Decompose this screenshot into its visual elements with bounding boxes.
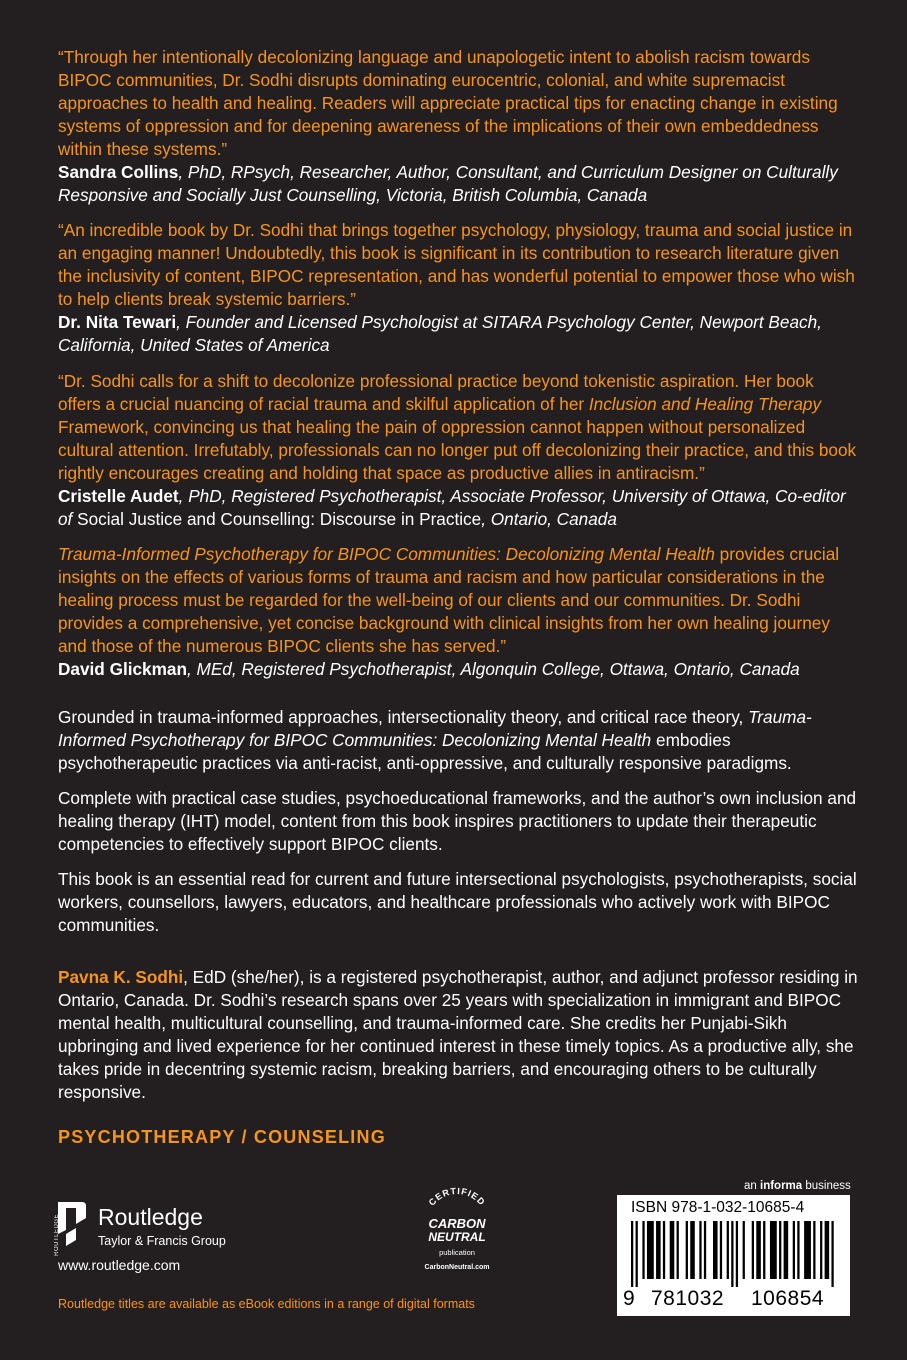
author-name: Pavna K. Sodhi	[58, 967, 184, 987]
endorsement-attribution-4	[58, 658, 858, 681]
endorser-name: Cristelle Audet	[58, 486, 179, 506]
quote-text: “Dr. Sodhi calls for a shift to decolonize professional practice beyond tokenistic aspiration. Her book offers a crucial nuancing of racial trauma and skilful application of her	[58, 371, 814, 414]
barcode-bar	[756, 1221, 761, 1279]
barcode-bar	[647, 1221, 654, 1279]
endorsement-attribution-3	[58, 485, 858, 531]
barcode-bar	[793, 1221, 795, 1279]
barcode-bar	[656, 1221, 661, 1279]
quote-italic: Trauma-Informed Psychotherapy for BIPOC Communities: Decolonizing Mental Health	[58, 544, 715, 564]
endorsement-attribution-2	[58, 311, 858, 357]
barcode-bar	[779, 1221, 781, 1279]
endorsement-quote-4	[58, 543, 858, 658]
endorsement-quote-2: “An incredible book by Dr. Sodhi that brings together psychology, physiology, trauma and social justice in an engaging manner! Undoubtedly, this book is significant in its contribution to research literature given the inclusivity of content, BIPOC representation, and has wonderful potential to empower those who wish to help clients break systemic barriers.”	[58, 220, 855, 309]
informa-tagline	[744, 1180, 851, 1192]
ebook-note: Routledge titles are available as eBook editions in a range of digital formats	[58, 1297, 475, 1311]
barcode-bar	[820, 1221, 822, 1279]
barcode-bar	[713, 1221, 718, 1279]
publisher-group: Taylor & Francis Group	[98, 1234, 226, 1248]
carbon-neutral-badge	[407, 1182, 507, 1282]
quote-italic: Inclusion and Healing Therapy	[588, 394, 822, 414]
endorser-credentials: , Founder and Licensed Psychologist at SITARA Psychology Center, Newport Beach, California, United States of America	[58, 312, 822, 355]
description-paragraph-2: Complete with practical case studies, psychoeducational frameworks, and the author’s own inclusion and healing therapy (IHT) model, content from this book inspires practitioners to update their therapeutic competencies to effectively support BIPOC clients.	[58, 788, 857, 854]
barcode-bar	[770, 1221, 777, 1279]
book-title: Trauma-Informed Psychotherapy for BIPOC Communities: Decolonizing Mental Health	[58, 707, 812, 750]
barcode-bar	[636, 1221, 638, 1287]
barcode-bar	[663, 1221, 665, 1279]
endorser-location: , Ontario, Canada	[481, 509, 617, 529]
barcode-bar	[831, 1221, 833, 1287]
carbon-label: CARBON	[428, 1216, 486, 1231]
informa-text: business	[802, 1180, 851, 1192]
endorser-name: Sandra Collins	[58, 162, 179, 182]
barcode-bar	[797, 1221, 799, 1279]
isbn-label: ISBN 978-1-032-10685-4	[631, 1199, 805, 1216]
desc-text: Grounded in trauma-informed approaches, intersectionality theory, and critical race theory,	[58, 707, 749, 727]
endorsement-quote-3	[58, 370, 858, 485]
publication-label: publication	[439, 1248, 475, 1257]
book-title: Social Justice and Counselling: Discourse in Practice	[77, 509, 482, 529]
barcode-bar	[813, 1221, 815, 1279]
carbon-neutral-icon	[407, 1182, 507, 1282]
barcode-bar	[690, 1221, 695, 1279]
barcode-bar	[727, 1221, 729, 1279]
barcode-bar	[784, 1221, 789, 1279]
barcode-bar	[804, 1221, 811, 1279]
endorser-credentials: , PhD, RPsych, Researcher, Author, Consultant, and Curriculum Designer on Culturally Responsive and Socially Just Counselling, Victoria, British Columbia, Canada	[58, 162, 838, 205]
barcode-bar	[731, 1221, 733, 1287]
barcode-bar	[720, 1221, 722, 1279]
endorser-credentials: , PhD, Registered Psychotherapist, Associate Professor, University of Ottawa, Co-editor of	[58, 486, 846, 529]
neutral-label: NEUTRAL	[428, 1230, 486, 1244]
endorser-credentials: , MEd, Registered Psychotherapist, Algonquin College, Ottawa, Ontario, Canada	[186, 659, 800, 679]
informa-text: an	[744, 1180, 760, 1192]
ean-lead-digit: 9	[623, 1287, 636, 1310]
endorsement-attribution-1	[58, 161, 858, 207]
barcode-bar	[704, 1221, 706, 1279]
barcode-bars	[631, 1221, 836, 1287]
subject-category: PSYCHOTHERAPY / COUNSELING	[58, 1127, 386, 1147]
ean-right-digits: 106854	[751, 1287, 825, 1310]
routledge-logo	[52, 1200, 252, 1256]
routledge-vertical-text: ROUTLEDGE	[54, 1214, 60, 1256]
barcode-bar	[743, 1221, 745, 1279]
barcode-bar	[686, 1221, 688, 1279]
author-bio	[58, 966, 858, 1104]
barcode-bar	[825, 1221, 830, 1279]
description-paragraph-1	[58, 706, 858, 775]
publisher-name: Routledge	[98, 1204, 203, 1230]
endorser-name: Dr. Nita Tewari	[58, 312, 177, 332]
ean-left-digits: 781032	[651, 1287, 725, 1310]
desc-text: embodies psychotherapeutic practices via anti-racist, anti-oppressive, and culturally responsive paradigms.	[58, 730, 792, 773]
barcode-bar	[752, 1221, 754, 1279]
isbn-barcode	[617, 1195, 850, 1316]
description-paragraph-3: This book is an essential read for current and future intersectional psychologists, psychotherapists, social workers, counsellors, lawyers, educators, and healthcare professionals who actively work with BIPOC communities.	[58, 869, 857, 935]
certified-label: CERTIFIED	[426, 1185, 488, 1208]
quote-text: provides crucial insights on the effects of various forms of trauma and racism and how particular considerations in the healing process must be regarded for the well-being of our clients and our communities. Dr. Sodhi provides a comprehensive, yet concise background with clinical insights from her own healing journey and those of the numerous BIPOC clients she has served.”	[58, 544, 840, 656]
svg-text:CERTIFIED	[427, 1186, 488, 1208]
barcode-bar	[631, 1221, 633, 1287]
barcode-bar	[670, 1221, 675, 1279]
endorser-name: David Glickman	[58, 659, 187, 679]
barcode-bar	[642, 1221, 644, 1279]
barcode-bar	[677, 1221, 679, 1279]
quote-text: Framework, convincing us that healing the pain of oppression cannot happen without personalized cultural attention. Irrefutably, professionals can no longer put off decolonizing their practice, and this book rightly encourages creating and holding that space as productive allies in antiracism.”	[58, 417, 857, 483]
barcode-bar	[736, 1221, 738, 1287]
publisher-website[interactable]: www.routledge.com	[58, 1257, 181, 1273]
informa-brand: informa	[760, 1180, 803, 1192]
barcode-bar	[763, 1221, 765, 1279]
carbon-site: CarbonNeutral.com	[424, 1264, 490, 1271]
author-bio-text: , EdD (she/her), is a registered psychotherapist, author, and adjunct professor residing in Ontario, Canada. Dr. Sodhi’s research spans over 25 years with specialization in immigrant and BIPOC mental health, multicultural counselling, and trauma-informed care. She credits her Punjabi-Sikh upbringing and lived experience for her continued interest in these timely topics. As a productive ally, she takes pride in decentring systemic racism, breaking barriers, and encouraging others to be culturally responsive.	[58, 967, 858, 1102]
endorsement-quote-1: “Through her intentionally decolonizing language and unapologetic intent to abolish racism towards BIPOC communities, Dr. Sodhi disrupts dominating eurocentric, colonial, and white supremacist approaches to health and healing. Readers will appreciate practical tips for enacting change in existing systems of oppression and for deepening awareness of the implications of their own embeddedness within these systems.”	[58, 47, 838, 159]
barcode-bar	[699, 1221, 701, 1279]
